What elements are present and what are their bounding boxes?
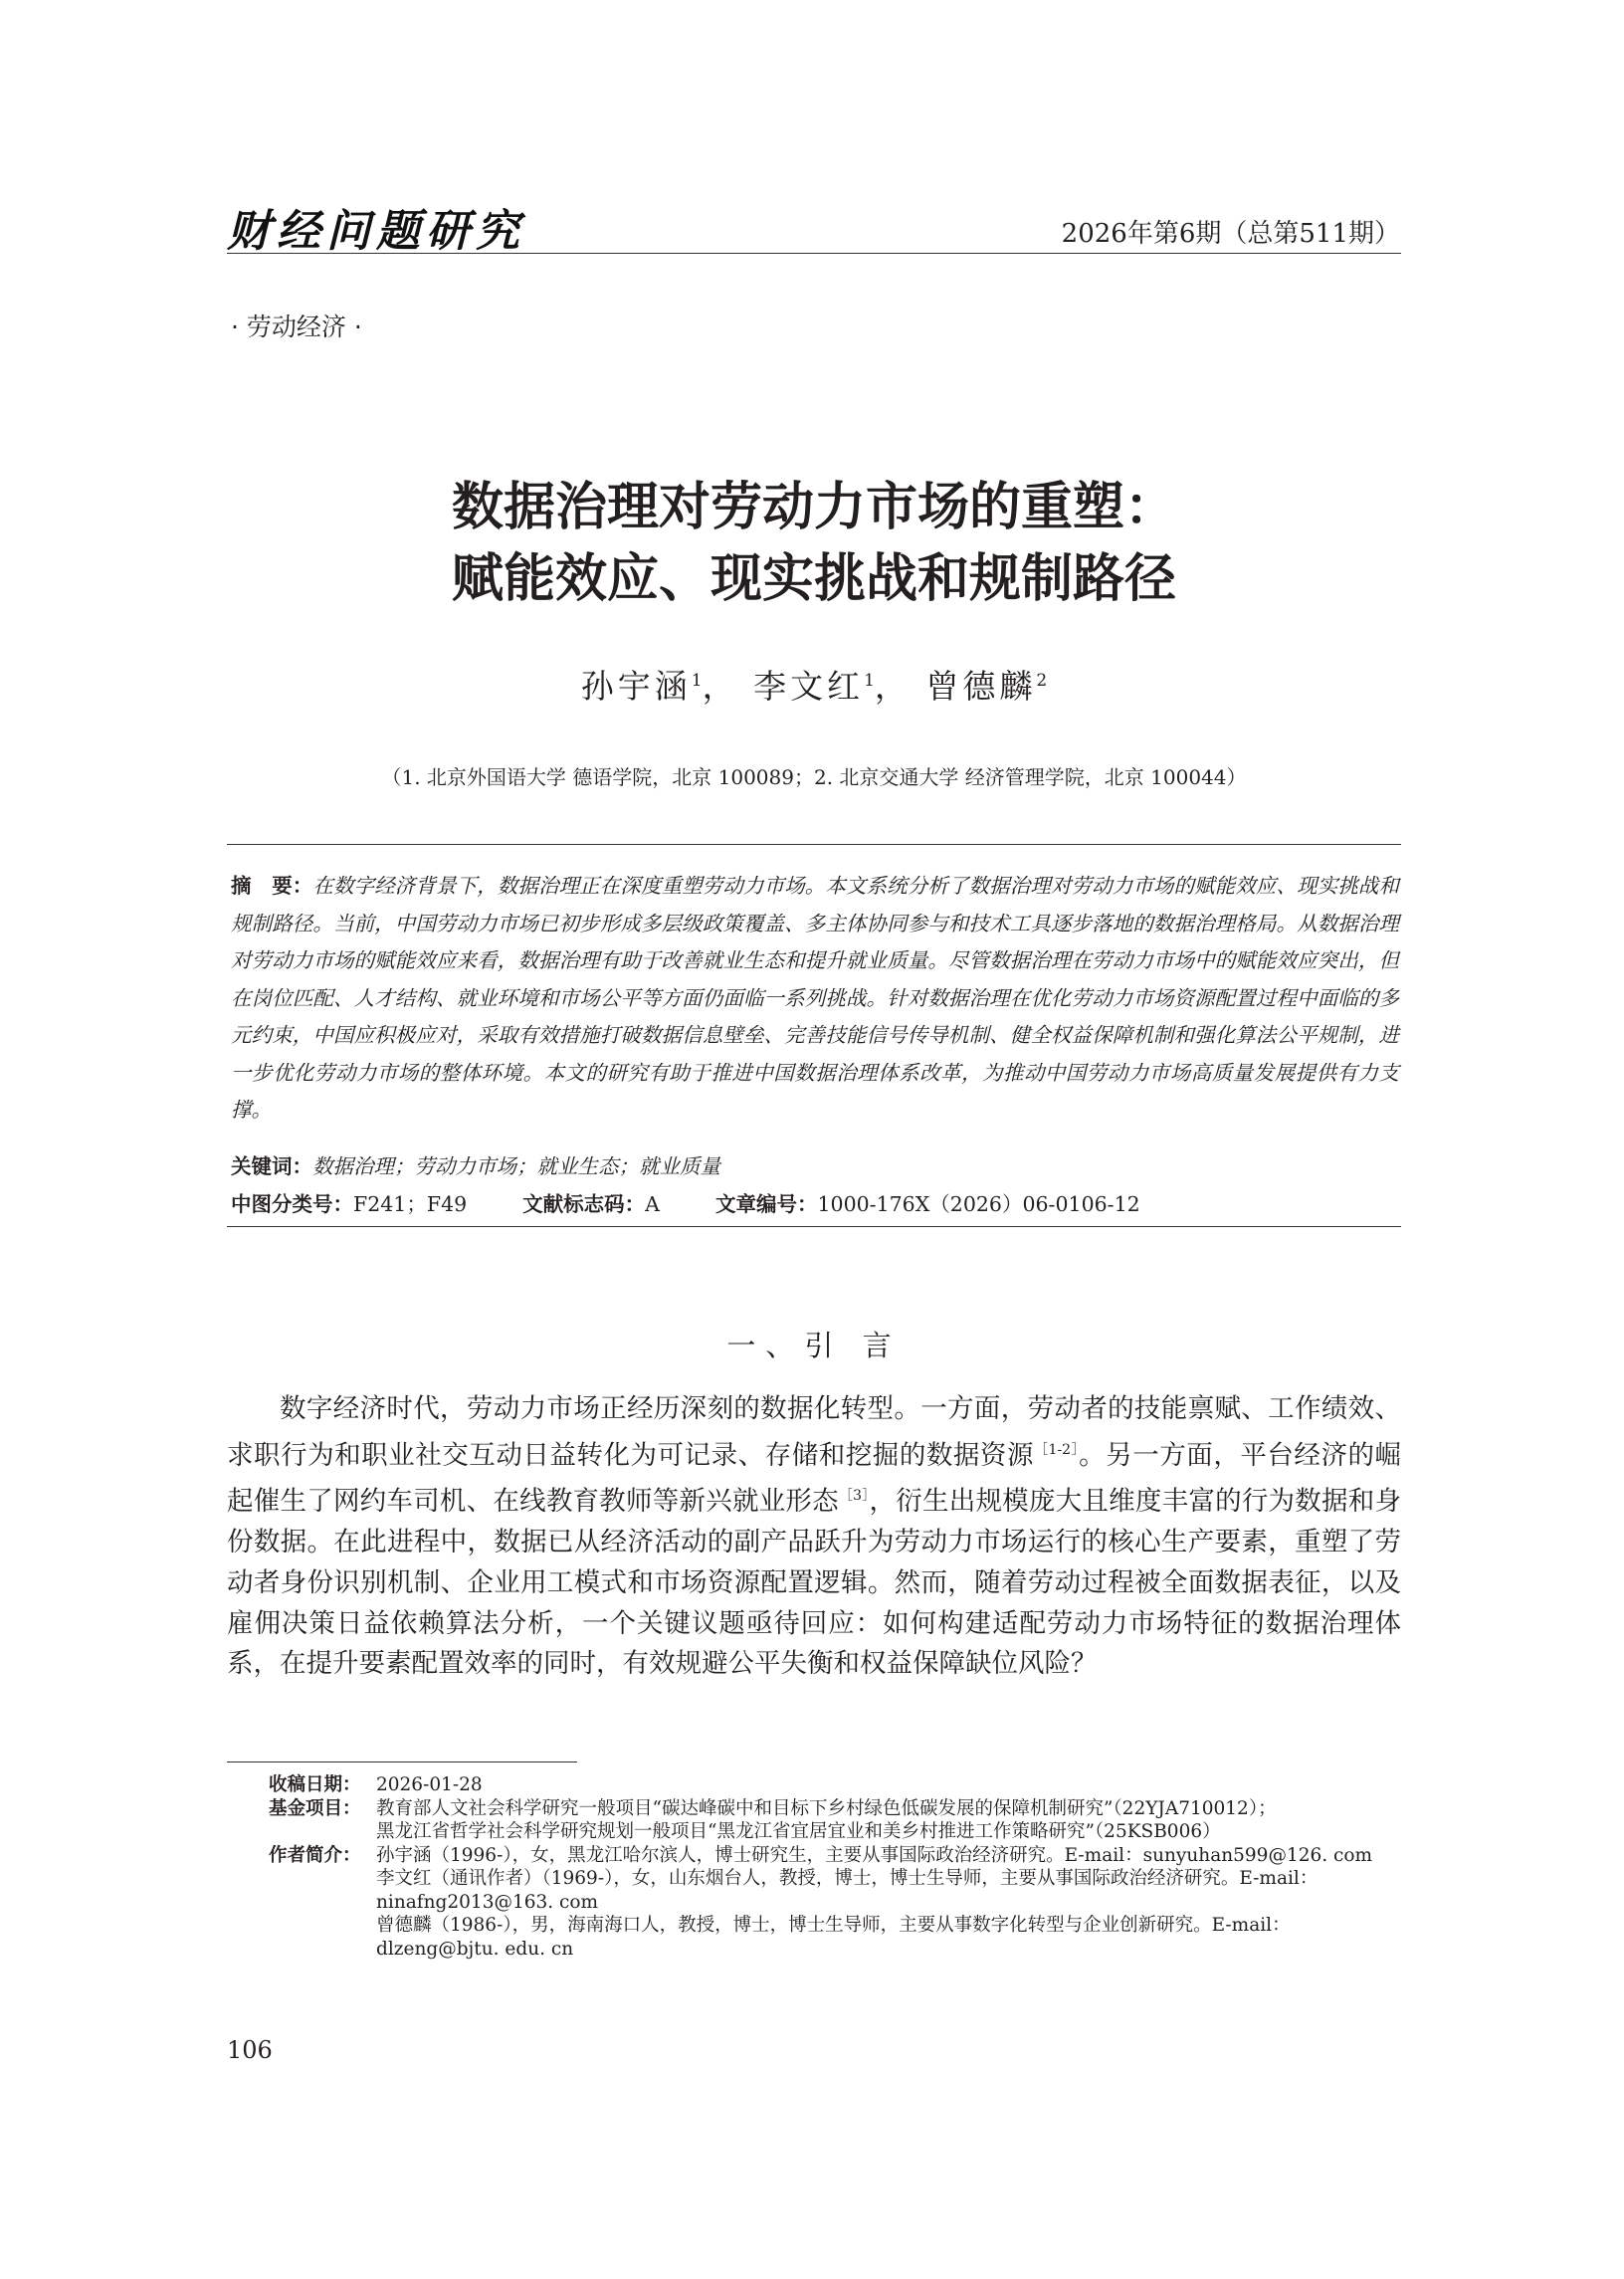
footnote-rule	[227, 1761, 577, 1762]
header-rule	[227, 253, 1401, 254]
fund-line: 黑龙江省哲学社会科学研究规划一般项目“黑龙江省宜居宜业和美乡村推进工作策略研究”（25KSB006）	[376, 1821, 1221, 1842]
body-text-segment: 。另一方面，平台经济的崛起催生了网约车司机、在线教育教师等新兴就业形态	[227, 1439, 1402, 1518]
abstract-bottom-rule	[227, 1226, 1401, 1227]
clc-value: F241；F49	[353, 1192, 468, 1216]
article-no-value: 1000-176X（2026）06-0106-12	[817, 1192, 1140, 1216]
author-bio-row	[269, 1844, 1401, 1962]
author-separator: ，	[702, 667, 739, 706]
abstract-label: 摘 要：	[231, 874, 313, 898]
author-separator: ，	[874, 667, 912, 706]
author-affil-mark: 1	[691, 671, 703, 691]
article-no-label: 文章编号：	[714, 1192, 818, 1216]
fund-label: 基金项目：	[269, 1797, 361, 1819]
author-name: 李文红	[753, 667, 865, 706]
author-affil-mark: 1	[864, 671, 875, 691]
author-bio: 李文红（通讯作者）（1969-），女，山东烟台人，教授，博士，博士生导师，主要从事国际政治经济研究。E-mail：ninafng2013@163. com	[376, 1868, 1319, 1913]
footnotes	[269, 1773, 1401, 1961]
abstract	[231, 868, 1399, 1130]
article-title-line2: 赋能效应、现实挑战和规制路径	[451, 549, 1176, 609]
doc-code-value: A	[645, 1192, 660, 1216]
keywords-text: 数据治理；劳动力市场；就业生态；就业质量	[312, 1154, 720, 1178]
author-name: 孙宇涵	[580, 667, 692, 706]
author-list	[227, 659, 1401, 709]
journal-name: 财经问题研究	[227, 206, 525, 257]
keywords-label: 关键词：	[231, 1154, 312, 1178]
citation-ref[interactable]: ［1-2］	[1034, 1441, 1080, 1458]
affiliation: （1. 北京外国语大学 德语学院，北京 100089；2. 北京交通大学 经济管理学院，北京 100044）	[381, 765, 1247, 789]
author-name: 曾德麟	[925, 667, 1037, 706]
received-label: 收稿日期：	[269, 1774, 361, 1795]
author-bio: 孙宇涵（1996-），女，黑龙江哈尔滨人，博士研究生，主要从事国际政治经济研究。E-mail：sunyuhan599@126. com	[376, 1844, 1373, 1866]
fund-row	[269, 1797, 1401, 1844]
column-label: · 劳动经济 ·	[231, 312, 362, 341]
author-bio-label: 作者简介：	[269, 1844, 361, 1866]
page-number: 106	[227, 2036, 273, 2064]
body-paragraph	[227, 1389, 1401, 1685]
classification	[231, 1186, 1140, 1222]
clc-label: 中图分类号：	[231, 1192, 353, 1216]
body-text-segment: 数字经济时代，劳动力市场正经历深刻的数据化转型。一方面，劳动者的技能禀赋、工作绩效、求职行为和职业社交互动日益转化为可记录、存储和挖掘的数据资源	[227, 1393, 1401, 1471]
body-text-segment: ，衍生出规模庞大且维度丰富的行为数据和身份数据。在此进程中，数据已从经济活动的副产品跃升为劳动力市场运行的核心生产要素，重塑了劳动者身份识别机制、企业用工模式和市场资源配置逻辑。然而，随着劳动过程被全面数据表征，以及雇佣决策日益依赖算法分析，一个关键议题亟待回应：如何构建适配劳动力市场特征的数据治理体系，在提升要素配置效率的同时，有效规避公平失衡和权益保障缺位风险？	[227, 1486, 1401, 1680]
body-text	[227, 1389, 1401, 1685]
doc-code-label: 文献标志码：	[522, 1192, 646, 1216]
fund-line: 教育部人文社会科学研究一般项目“碳达峰碳中和目标下乡村绿色低碳发展的保障机制研究”（22YJA710012）；	[376, 1797, 1277, 1819]
citation-ref[interactable]: ［3］	[838, 1488, 870, 1505]
keywords	[231, 1148, 720, 1184]
received-value: 2026-01-28	[376, 1774, 483, 1795]
abstract-top-rule	[227, 844, 1401, 845]
issue-info: 2026年第6期（总第511期）	[1061, 219, 1400, 249]
section-heading: 一、引 言	[726, 1329, 902, 1362]
abstract-text: 在数字经济背景下，数据治理正在深度重塑劳动力市场。本文系统分析了数据治理对劳动力市场的赋能效应、现实挑战和规制路径。当前，中国劳动力市场已初步形成多层级政策覆盖、多主体协同参与和技术工具逐步落地的数据治理格局。从数据治理对劳动力市场的赋能效应来看，数据治理有助于改善就业生态和提升就业质量。尽管数据治理在劳动力市场中的赋能效应突出，但在岗位匹配、人才结构、就业环境和市场公平等方面仍面临一系列挑战。针对数据治理在优化劳动力市场资源配置过程中面临的多元约束，中国应积极应对，采取有效措施打破数据信息壁垒、完善技能信号传导机制、健全权益保障机制和强化算法公平规制，进一步优化劳动力市场的整体环境。本文的研究有助于推进中国数据治理体系改革，为推动中国劳动力市场高质量发展提供有力支撑。	[231, 874, 1400, 1122]
article-title-line1: 数据治理对劳动力市场的重塑：	[451, 478, 1176, 537]
received-date-row	[269, 1773, 1401, 1797]
author-affil-mark: 2	[1036, 671, 1048, 691]
author-bio: 曾德麟（1986-），男，海南海口人，教授，博士，博士生导师，主要从事数字化转型与企业创新研究。E-mail：dlzeng@bjtu. edu. cn	[376, 1915, 1291, 1960]
